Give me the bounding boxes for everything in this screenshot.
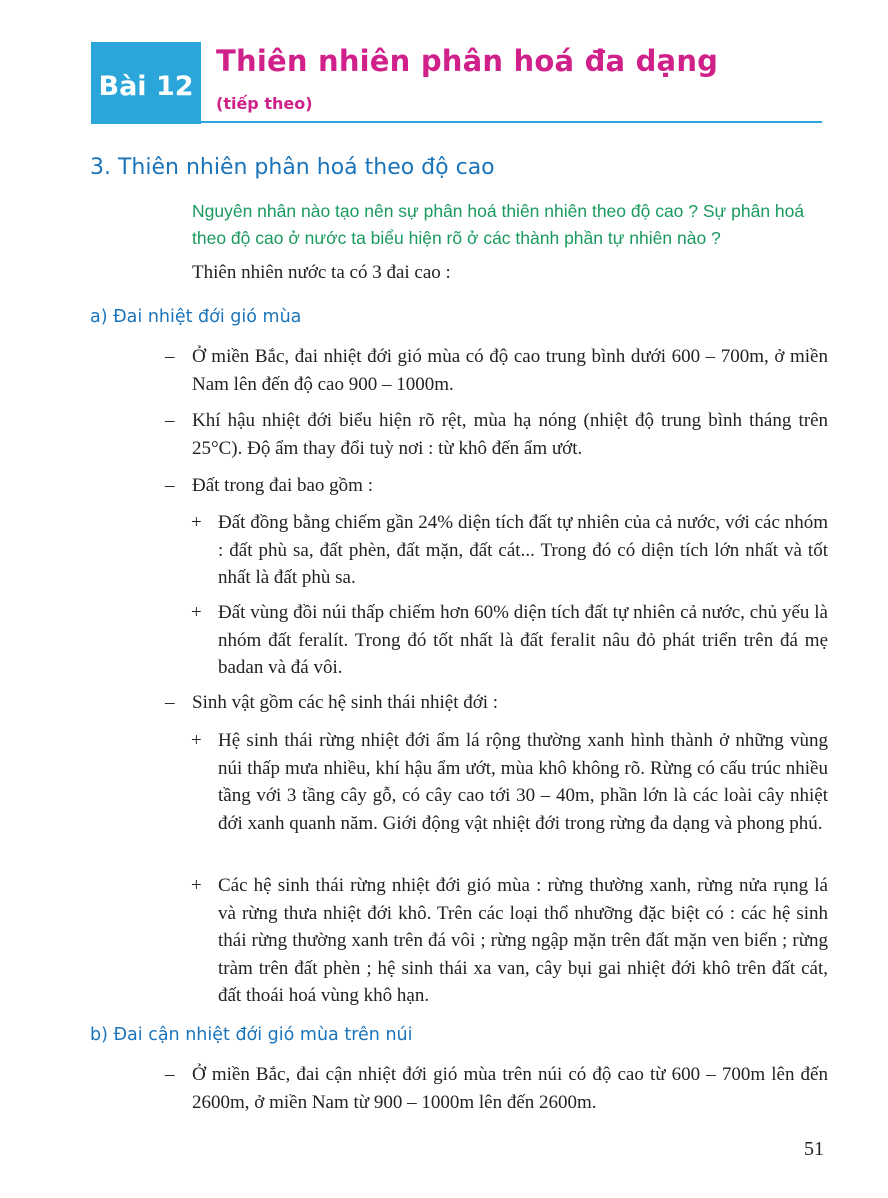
subsection-heading-a: a) Đai nhiệt đới gió mùa	[90, 307, 302, 327]
plus-bullet: +	[191, 875, 202, 896]
dash-bullet: –	[165, 475, 175, 496]
dash-bullet: –	[165, 1064, 175, 1085]
plus-bullet: +	[191, 512, 202, 533]
dash-bullet: –	[165, 346, 175, 367]
dash-bullet: –	[165, 692, 175, 713]
list-item-text: Khí hậu nhiệt đới biểu hiện rõ rệt, mùa hạ nóng (nhiệt độ trung bình tháng trên 25°C). Độ ẩm thay đổi tuỳ nơi : từ khô đến ẩm ướt.	[192, 410, 828, 459]
list-item	[165, 472, 828, 500]
title-underline	[201, 121, 822, 123]
lesson-subtitle: (tiếp theo)	[216, 94, 313, 113]
dash-bullet: –	[165, 410, 175, 431]
lesson-badge	[91, 42, 201, 124]
list-item	[165, 343, 828, 398]
list-item-text: Đất vùng đồi núi thấp chiếm hơn 60% diện tích đất tự nhiên cả nước, chủ yếu là nhóm đất feralít. Trong đó tốt nhất là đất feralit nâu đỏ phát triển trên đá mẹ badan và đá vôi.	[218, 602, 828, 678]
subsection-heading-b: b) Đai cận nhiệt đới gió mùa trên núi	[90, 1025, 413, 1045]
list-item-text: Sinh vật gồm các hệ sinh thái nhiệt đới :	[192, 692, 499, 713]
lesson-badge-label: Bài 12	[98, 70, 194, 102]
intro-text: Thiên nhiên nước ta có 3 đai cao :	[192, 262, 451, 283]
list-item-text: Các hệ sinh thái rừng nhiệt đới gió mùa : rừng thường xanh, rừng nửa rụng lá và rừng thưa nhiệt đới khô. Trên các loại thổ nhưỡng đặc biệt có : các hệ sinh thái rừng thường xanh trên đá vôi ; rừng ngập mặn trên đất mặn ven biển ; rừng tràm trên đất phèn ; hệ sinh thái xa van, cây bụi gai nhiệt đới khô trên đất cát, đất thoái hoá vùng khô hạn.	[218, 875, 828, 1006]
list-item	[165, 407, 828, 462]
list-item-text: Hệ sinh thái rừng nhiệt đới ẩm lá rộng thường xanh hình thành ở những vùng núi thấp mưa nhiều, khí hậu ẩm ướt, mùa khô không rõ. Rừng có cấu trúc nhiều tầng với 3 tầng cây gỗ, có cây cao tới 30 – 40m, phần lớn là các loài cây nhiệt đới xanh quanh năm. Giới động vật nhiệt đới trong rừng đa dạng và phong phú.	[218, 730, 828, 834]
section-heading: 3. Thiên nhiên phân hoá theo độ cao	[90, 155, 495, 180]
plus-bullet: +	[191, 730, 202, 751]
list-item-text: Đất trong đai bao gồm :	[192, 475, 373, 496]
list-item	[165, 689, 828, 717]
list-item-text: Đất đồng bằng chiếm gần 24% diện tích đất tự nhiên của cả nước, với các nhóm : đất phù sa, đất phèn, đất mặn, đất cát... Trong đó có diện tích lớn nhất và tốt nhất là đất phù sa.	[218, 512, 828, 588]
lesson-title: Thiên nhiên phân hoá đa dạng	[216, 44, 719, 78]
plus-bullet: +	[191, 602, 202, 623]
list-item-text: Ở miền Bắc, đai cận nhiệt đới gió mùa trên núi có độ cao từ 600 – 700m lên đến 2600m, ở miền Nam từ 900 – 1000m lên đến 2600m.	[192, 1064, 828, 1113]
sub-list-item	[191, 509, 828, 592]
list-item-text: Ở miền Bắc, đai nhiệt đới gió mùa có độ cao trung bình dưới 600 – 700m, ở miền Nam lên đến độ cao 900 – 1000m.	[192, 346, 828, 395]
list-item	[165, 1061, 828, 1116]
sub-list-item	[191, 727, 828, 837]
sub-list-item	[191, 599, 828, 682]
sub-list-item	[191, 872, 828, 1010]
guiding-question: Nguyên nhân nào tạo nên sự phân hoá thiên nhiên theo độ cao ? Sự phân hoá theo độ cao ở nước ta biểu hiện rõ ở các thành phần tự nhiên nào ?	[192, 201, 805, 248]
page-number: 51	[804, 1138, 824, 1160]
